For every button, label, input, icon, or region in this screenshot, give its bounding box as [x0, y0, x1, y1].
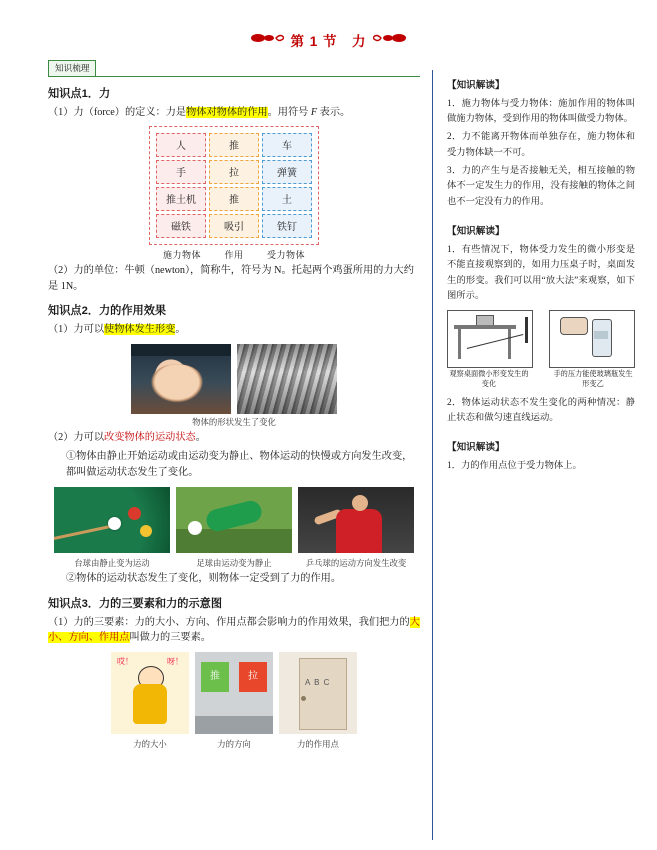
interpretation-block-3	[447, 440, 635, 474]
heading-kp2: 知识点2．力的作用效果	[48, 305, 167, 318]
label-action: 作用	[224, 249, 244, 260]
label-actor: 施力物体	[162, 249, 201, 260]
table-leg	[508, 329, 511, 359]
section-tag: 知识梳理	[48, 60, 96, 77]
kp2-effect2	[48, 430, 420, 446]
label-receiver: 受力物体	[267, 249, 306, 260]
door-push-sign: 推	[201, 662, 229, 692]
cell-receiver: 土	[262, 187, 312, 211]
interpretation-line: 2．力不能离开物体而单独存在，施力物体和受力物体缺一不可。	[447, 132, 635, 158]
table-row	[156, 187, 312, 211]
table-row	[156, 214, 312, 238]
three-elements-image-row	[48, 652, 420, 734]
cue-stick	[54, 524, 112, 539]
interpretation-block-1	[447, 78, 635, 210]
section-tag-rule	[48, 76, 420, 77]
diagram-caption-right: 手的压力能使玻璃瓶发生形变乙	[553, 370, 633, 388]
kp3-l1-pre: （1）力的三要素：力的大小、方向、作用点都会影响力的作用效果，我们把力的	[48, 616, 410, 628]
kp3-l1-post: 叫做力的三要素。	[129, 632, 211, 644]
cue-ball	[108, 517, 121, 530]
table-row	[156, 160, 312, 184]
red-ball	[128, 507, 141, 520]
cell-receiver: 铁钉	[262, 214, 312, 238]
caption-deform: 物体的形状发生了变化	[192, 418, 276, 428]
photo-table-tennis	[298, 487, 414, 553]
kp2-eff1-highlight: 使物体发生形变	[104, 324, 176, 336]
interpretation-heading: 【知识解读】	[447, 226, 505, 238]
interpretation-block-2	[447, 224, 635, 426]
deco-leaf-right-icon	[373, 31, 407, 49]
kp1-def-symbol: F	[310, 107, 318, 118]
force-table-outline	[149, 126, 319, 245]
door-pull-sign: 拉	[239, 662, 267, 692]
goalkeeper-figure	[204, 498, 264, 533]
yellow-ball	[140, 525, 152, 537]
interpretation-line: 1．有些情况下，物体受力发生的微小形变是不能直接观察到的，如用力压桌子时，桌面发生的形变。我们可以用“放大法”来观察，如下图所示。	[447, 244, 635, 301]
table-row	[156, 133, 312, 157]
kp1-def-end: 表示。	[317, 107, 351, 118]
caption-force-magnitude: 力的大小	[133, 740, 167, 750]
player-shirt	[336, 509, 382, 553]
photo-force-magnitude	[111, 652, 189, 734]
table-top	[454, 325, 516, 329]
squeezed-region	[594, 331, 608, 339]
page-title: 第 1 节 力	[290, 34, 367, 49]
interpretation-line: 2．物体运动状态不发生变化的两种情况：静止状态和做匀速直线运动。	[447, 397, 635, 424]
interpretation-heading: 【知识解读】	[447, 80, 505, 91]
cell-receiver: 车	[262, 133, 312, 157]
diagram-bottle-squeeze	[549, 310, 635, 368]
deform-image-row	[48, 344, 420, 414]
cell-action: 推	[209, 187, 259, 211]
kp3-line1	[48, 615, 420, 647]
photo-goalkeeper	[176, 487, 292, 553]
door-leaf	[299, 658, 347, 730]
kp1-def-pre: （1）力（force）的定义：力是	[48, 107, 187, 118]
kp2-item1: ①物体由静止开始运动或由运动变为静止、物体运动的快慢或方向发生改变，都叫做运动状态发生了变化。	[66, 451, 413, 478]
kp3-l1-highlight: 大小、方向、作用点	[48, 616, 420, 644]
photo-compressed-springs	[237, 344, 337, 414]
shout-text-left: 哎！	[117, 657, 133, 667]
left-column	[48, 58, 420, 750]
door-abc-label: A B C	[305, 678, 331, 688]
interpretation-heading: 【知识解读】	[447, 442, 505, 454]
force-table-wrap	[48, 126, 420, 245]
hand	[560, 317, 588, 335]
kp1-definition	[48, 105, 420, 121]
kp2-item2: ②物体的运动状态发生了变化，则物体一定受到了力的作用。	[66, 572, 342, 584]
three-elements-caption-row	[48, 736, 420, 750]
cell-actor: 磁铁	[156, 214, 206, 238]
column-divider	[432, 70, 433, 840]
door-sill	[195, 716, 273, 734]
kp2-effect1	[48, 322, 420, 338]
force-table-labels	[48, 248, 420, 261]
light-beam	[467, 334, 524, 349]
cell-actor: 人	[156, 133, 206, 157]
kp2-eff1-pre: （1）力可以	[48, 324, 105, 336]
motion-caption-row	[48, 555, 420, 569]
player-head	[352, 495, 368, 511]
caption-force-point: 力的作用点	[297, 740, 339, 750]
heading-kp1: 知识点1．力	[48, 88, 111, 100]
page-header	[0, 30, 657, 50]
photo-force-point	[279, 652, 357, 734]
caption-pool: 台球由静止变为运动	[74, 558, 150, 568]
cell-action: 拉	[209, 160, 259, 184]
kp2-eff2-highlight: 改变物体的运动状态	[104, 432, 196, 444]
mirror	[525, 317, 528, 343]
interpretation-line: 1．施力物体与受力物体：施加作用的物体叫做施力物体，受到作用的物体叫做受力物体。	[447, 98, 635, 125]
table-leg	[458, 329, 461, 359]
heading-kp3: 知识点3．力的三要素和力的示意图	[48, 597, 223, 610]
cell-actor: 推土机	[156, 187, 206, 211]
kp1-def-highlight: 物体对物体的作用	[186, 107, 268, 118]
caption-goal: 足球由运动变为静止	[196, 558, 272, 568]
right-column	[447, 78, 635, 489]
kp2-eff2-pre: （2）力可以	[48, 432, 105, 444]
diagram-table-deformation	[447, 310, 533, 368]
photo-billiards	[54, 487, 170, 553]
caption-force-direction: 力的方向	[217, 740, 251, 750]
photo-boy-pulling-mouth	[131, 344, 231, 414]
shout-text-right: 呀！	[167, 657, 183, 667]
diagram-caption-left: 观察桌面微小形变发生的变化	[449, 370, 529, 388]
photo-force-direction	[195, 652, 273, 734]
deco-leaf-left-icon	[250, 31, 284, 49]
cell-receiver: 弹簧	[262, 160, 312, 184]
motion-image-row	[48, 487, 420, 553]
magnify-diagram-row	[447, 310, 635, 368]
cell-action: 推	[209, 133, 259, 157]
interpretation-line: 1．力的作用点位于受力物体上。	[447, 461, 582, 472]
kp2-eff1-post: 。	[175, 324, 186, 336]
force-table	[153, 130, 315, 241]
caption-pingpong: 乒乓球的运动方向发生改变	[305, 558, 407, 568]
cell-actor: 手	[156, 160, 206, 184]
section-tag-row	[48, 58, 420, 77]
interpretation-line: 3．力的产生与是否接触无关，相互接触的物体不一定发生力的作用，没有接触的物体之间也不一定没有力的作用。	[447, 166, 635, 207]
kp1-def-post: 。用符号	[267, 107, 311, 118]
cell-action: 吸引	[209, 214, 259, 238]
girl-body	[133, 684, 167, 724]
kp1-unit-line: （2）力的单位：牛顿（newton），简称牛，符号为 N。托起两个鸡蛋所用的力大约是 1N。	[48, 264, 414, 292]
kp2-eff2-post: 。	[195, 432, 206, 444]
magnify-diagram-captions	[447, 370, 635, 389]
soccer-ball	[188, 521, 202, 535]
